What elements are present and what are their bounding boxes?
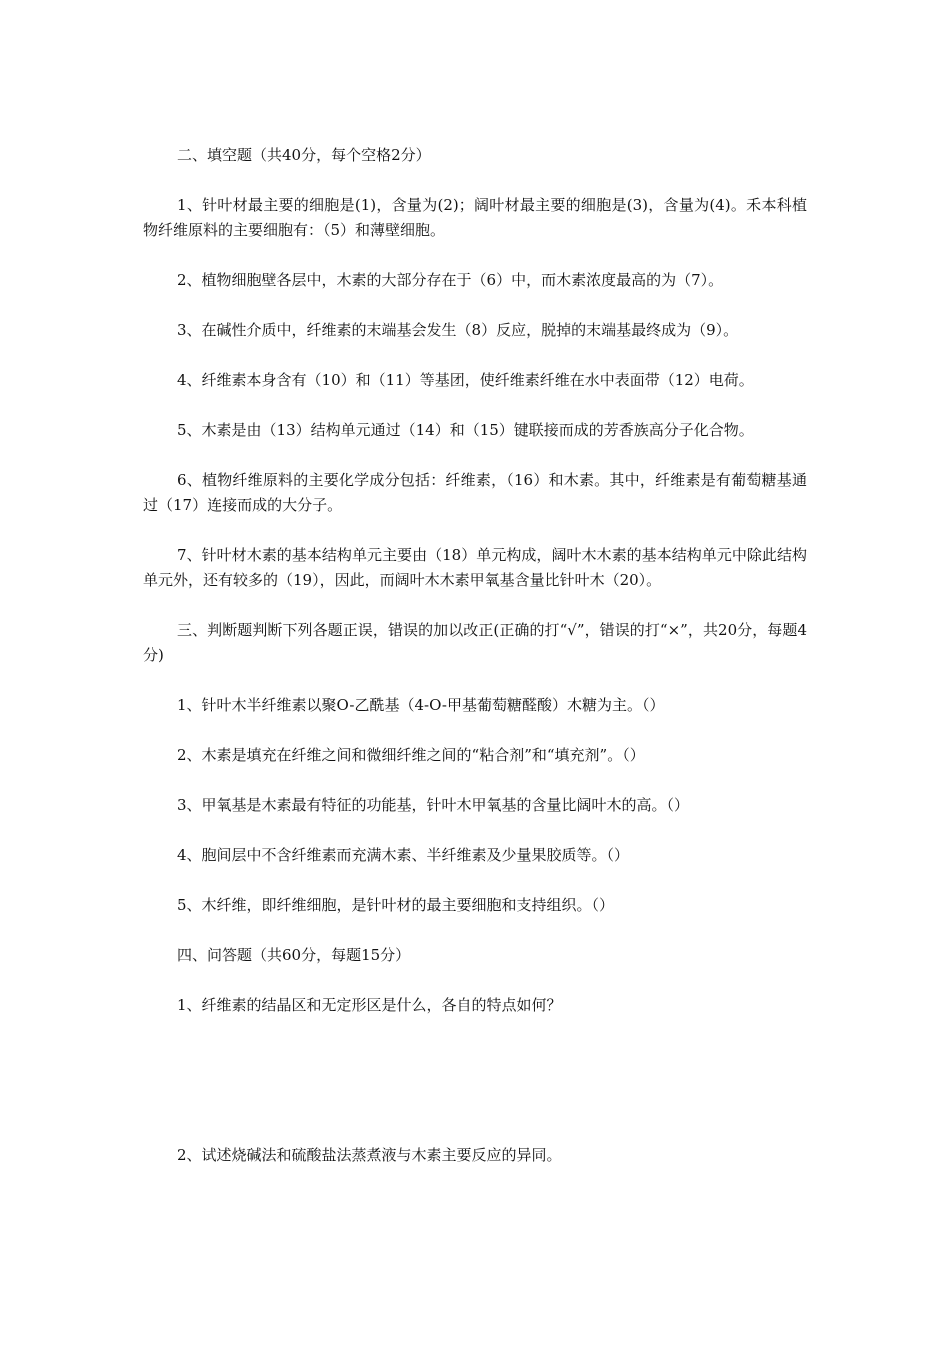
judge-question-5: 5、木纤维，即纤维细胞，是针叶材的最主要细胞和支持组织。（） [177,896,615,914]
qa-question-2: 2、试述烧碱法和硫酸盐法蒸煮液与木素主要反应的异同。 [177,1146,562,1164]
section-heading-fill-in: 二、填空题（共40分，每个空格2分） [177,146,431,164]
qa-question-1: 1、纤维素的结晶区和无定形区是什么，各自的特点如何？ [177,996,562,1014]
fill-question-2: 2、植物细胞壁各层中，木素的大部分存在于（6）中，而木素浓度最高的为（7）。 [177,271,724,289]
fill-question-1: 1、针叶材最主要的细胞是(1)，含量为(2)；阔叶材最主要的细胞是(3)，含量为(4)。禾本科植物纤维原料的主要细胞有：（5）和薄壁细胞。 [143,196,807,239]
fill-question-4: 4、纤维素本身含有（10）和（11）等基团，使纤维素纤维在水中表面带（12）电荷。 [177,371,754,389]
section-heading-short-answer: 四、问答题（共60分，每题15分） [177,946,411,964]
judge-question-4: 4、胞间层中不含纤维素而充满木素、半纤维素及少量果胶质等。（） [177,846,630,864]
fill-question-7: 7、针叶材木素的基本结构单元主要由（18）单元构成，阔叶木木素的基本结构单元中除此结构单元外，还有较多的（19），因此，而阔叶木木素甲氧基含量比针叶木（20）。 [143,546,807,589]
fill-question-6: 6、植物纤维原料的主要化学成分包括：纤维素，（16）和木素。其中，纤维素是有葡萄糖基通过（17）连接而成的大分子。 [143,471,807,514]
fill-question-5: 5、木素是由（13）结构单元通过（14）和（15）键联接而成的芳香族高分子化合物。 [177,421,754,439]
judge-question-2: 2、木素是填充在纤维之间和微细纤维之间的“粘合剂”和“填充剂”。（） [177,746,645,764]
judge-question-1: 1、针叶木半纤维素以聚O-乙酰基（4-O-甲基葡萄糖醛酸）木糖为主。（） [177,696,665,714]
fill-question-3: 3、在碱性介质中，纤维素的末端基会发生（8）反应，脱掉的末端基最终成为（9）。 [177,321,739,339]
section-heading-true-false: 三、判断题判断下列各题正误，错误的加以改正(正确的打“√”，错误的打“×”，共20分，每题4分) [143,621,807,664]
judge-question-3: 3、甲氧基是木素最有特征的功能基，针叶木甲氧基的含量比阔叶木的高。（） [177,796,690,814]
